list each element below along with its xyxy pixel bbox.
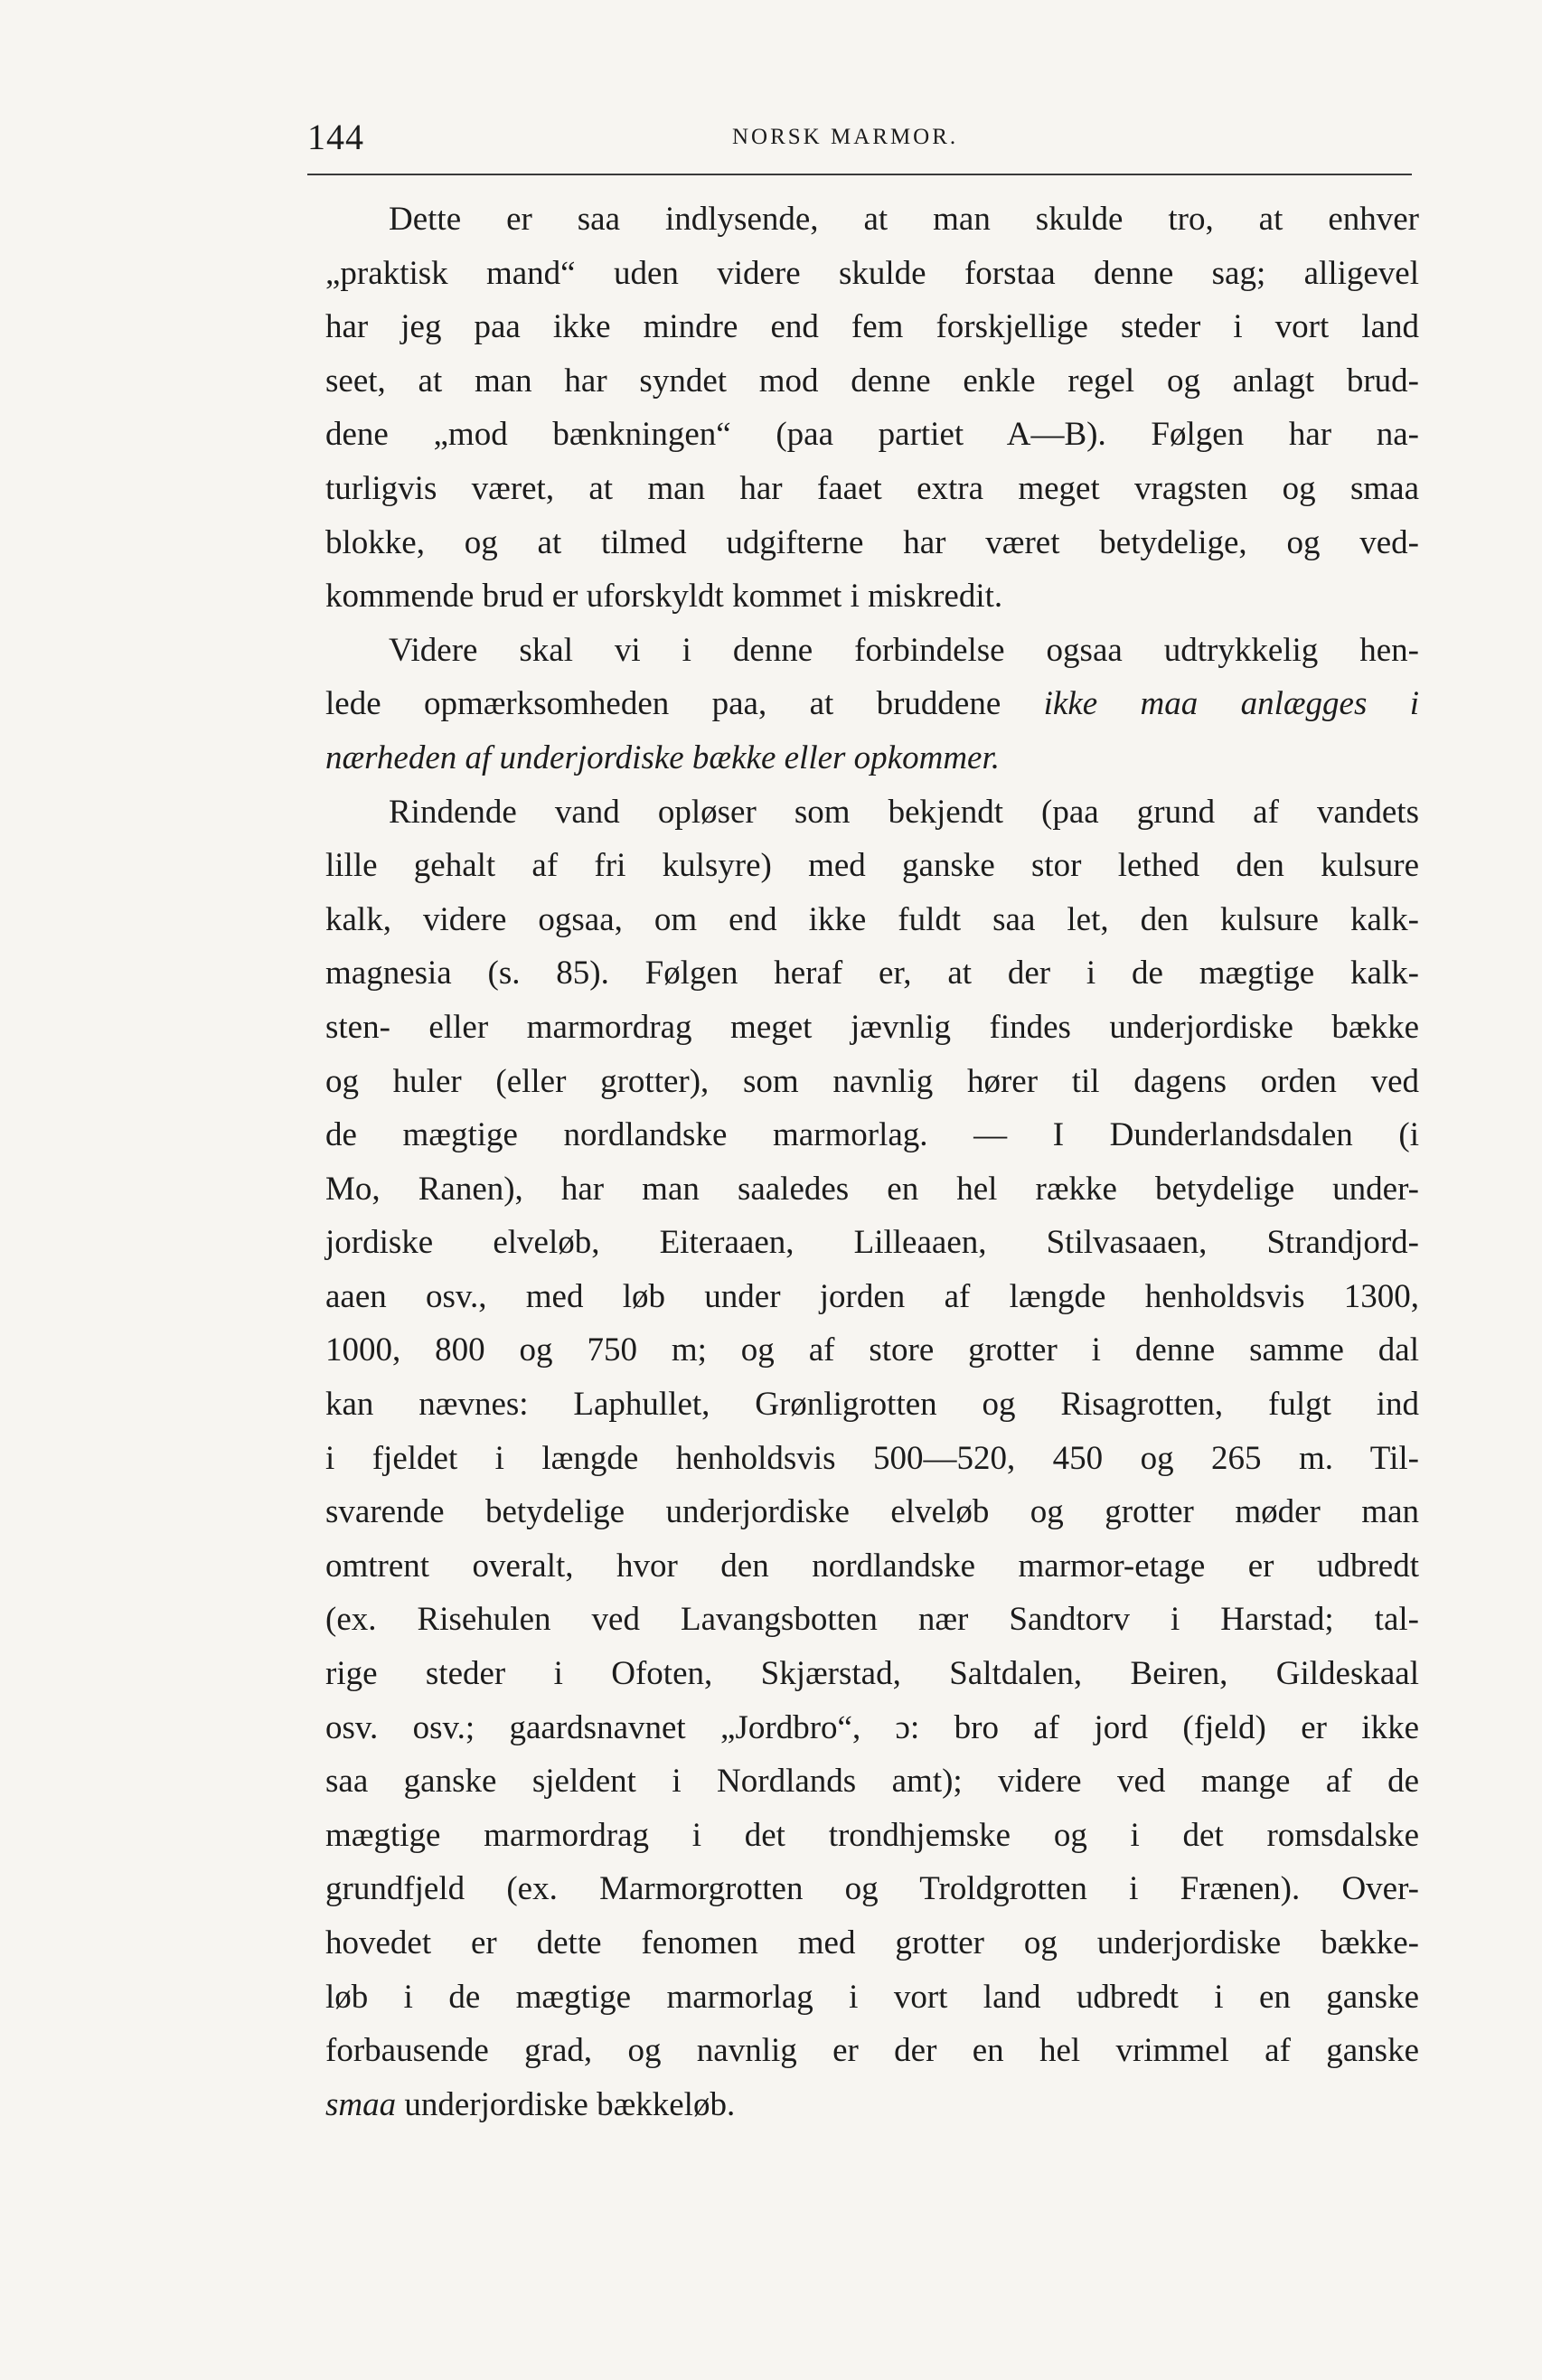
text-line: saa ganske sjeldent i Nordlands amt); videre ved mange af de [325, 1763, 1419, 1801]
text-line: seet, at man har syndet mod denne enkle regel og anlagt brud- [325, 362, 1419, 400]
text-line: Mo, Ranen), har man saaledes en hel række betydelige under- [325, 1170, 1419, 1208]
text-line: „praktisk mand“ uden videre skulde forstaa denne sag; alligevel [325, 254, 1419, 292]
text-line: Dette er saa indlysende, at man skulde tro, at enhver [389, 201, 1419, 238]
text-line: og huler (eller grotter), som navnlig hører til dagens orden ved [325, 1062, 1419, 1100]
text-line: lille gehalt af fri kulsyre) med ganske stor lethed den kulsure [325, 847, 1419, 885]
running-title: NORSK MARMOR. [732, 125, 959, 149]
text-line: osv. osv.; gaardsnavnet „Jordbro“, ɔ: bro af jord (fjeld) er ikke [325, 1708, 1419, 1746]
text-line: Rindende vand opløser som bekjendt (paa grund af vandets [389, 793, 1419, 831]
text-line: magnesia (s. 85). Følgen heraf er, at der i de mægtige kalk- [325, 955, 1419, 992]
text-line: turligvis været, at man har faaet extra meget vragsten og smaa [325, 469, 1419, 507]
text-line: løb i de mægtige marmorlag i vort land udbredt i en ganske [325, 1978, 1419, 2016]
text-line: hovedet er dette fenomen med grotter og underjordiske bække- [325, 1924, 1419, 1961]
text-line: mægtige marmordrag i det trondhjemske og i det romsdalske [325, 1816, 1419, 1854]
text-line: dene „mod bænkningen“ (paa partiet A—B). Følgen har na- [325, 416, 1419, 454]
text-run: lede opmærksomheden paa, at bruddene [325, 685, 1044, 723]
page-number: 144 [307, 117, 364, 157]
text-line: aaen osv., med løb under jorden af længde henholdsvis 1300, [325, 1277, 1419, 1315]
italic-text-line: nærheden af underjordiske bække eller opkommer. [325, 738, 1001, 776]
text-line: Videre skal vi i denne forbindelse ogsaa udtrykkelig hen- [389, 631, 1419, 669]
text-line [325, 677, 1419, 731]
text-run: underjordiske bækkeløb. [396, 2085, 736, 2123]
text-line: i fjeldet i længde henholdsvis 500—520, 450 og 265 m. Til- [325, 1439, 1419, 1477]
text-line: jordiske elveløb, Eiteraaen, Lilleaaen, Stilvasaaen, Strandjord- [325, 1224, 1419, 1262]
text-line: blokke, og at tilmed udgifterne har været betydelige, og ved- [325, 523, 1419, 561]
text-line: kalk, videre ogsaa, om end ikke fuldt saa let, den kulsure kalk- [325, 900, 1419, 938]
italic-text-run: ikke maa anlægges i [1043, 685, 1420, 723]
text-line [325, 2078, 1419, 2132]
text-line: svarende betydelige underjordiske elveløb og grotter møder man [325, 1493, 1419, 1531]
italic-text-run: smaa [325, 2085, 397, 2123]
text-line: grundfjeld (ex. Marmorgrotten og Troldgrotten i Frænen). Over- [325, 1870, 1419, 1908]
text-line: (ex. Risehulen ved Lavangsbotten nær Sandtorv i Harstad; tal- [325, 1601, 1419, 1639]
text-line: rige steder i Ofoten, Skjærstad, Saltdalen, Beiren, Gildeskaal [325, 1655, 1419, 1693]
text-line: forbausende grad, og navnlig er der en hel vrimmel af ganske [325, 2032, 1419, 2070]
text-line: har jeg paa ikke mindre end fem forskjellige steder i vort land [325, 308, 1419, 346]
text-line: omtrent overalt, hvor den nordlandske marmor-etage er udbredt [325, 1547, 1419, 1585]
body-text [325, 193, 1419, 2131]
text-line: sten- eller marmordrag meget jævnlig findes underjordiske bække [325, 1008, 1419, 1046]
page-header [307, 116, 1412, 170]
text-line: kommende brud er uforskyldt kommet i miskredit. [325, 578, 1003, 616]
text-line: 1000, 800 og 750 m; og af store grotter i denne samme dal [325, 1331, 1419, 1369]
text-line: kan nævnes: Laphullet, Grønligrotten og Risagrotten, fulgt ind [325, 1386, 1419, 1424]
text-line: de mægtige nordlandske marmorlag. — I Dunderlandsdalen (i [325, 1116, 1419, 1154]
header-rule [307, 174, 1412, 175]
